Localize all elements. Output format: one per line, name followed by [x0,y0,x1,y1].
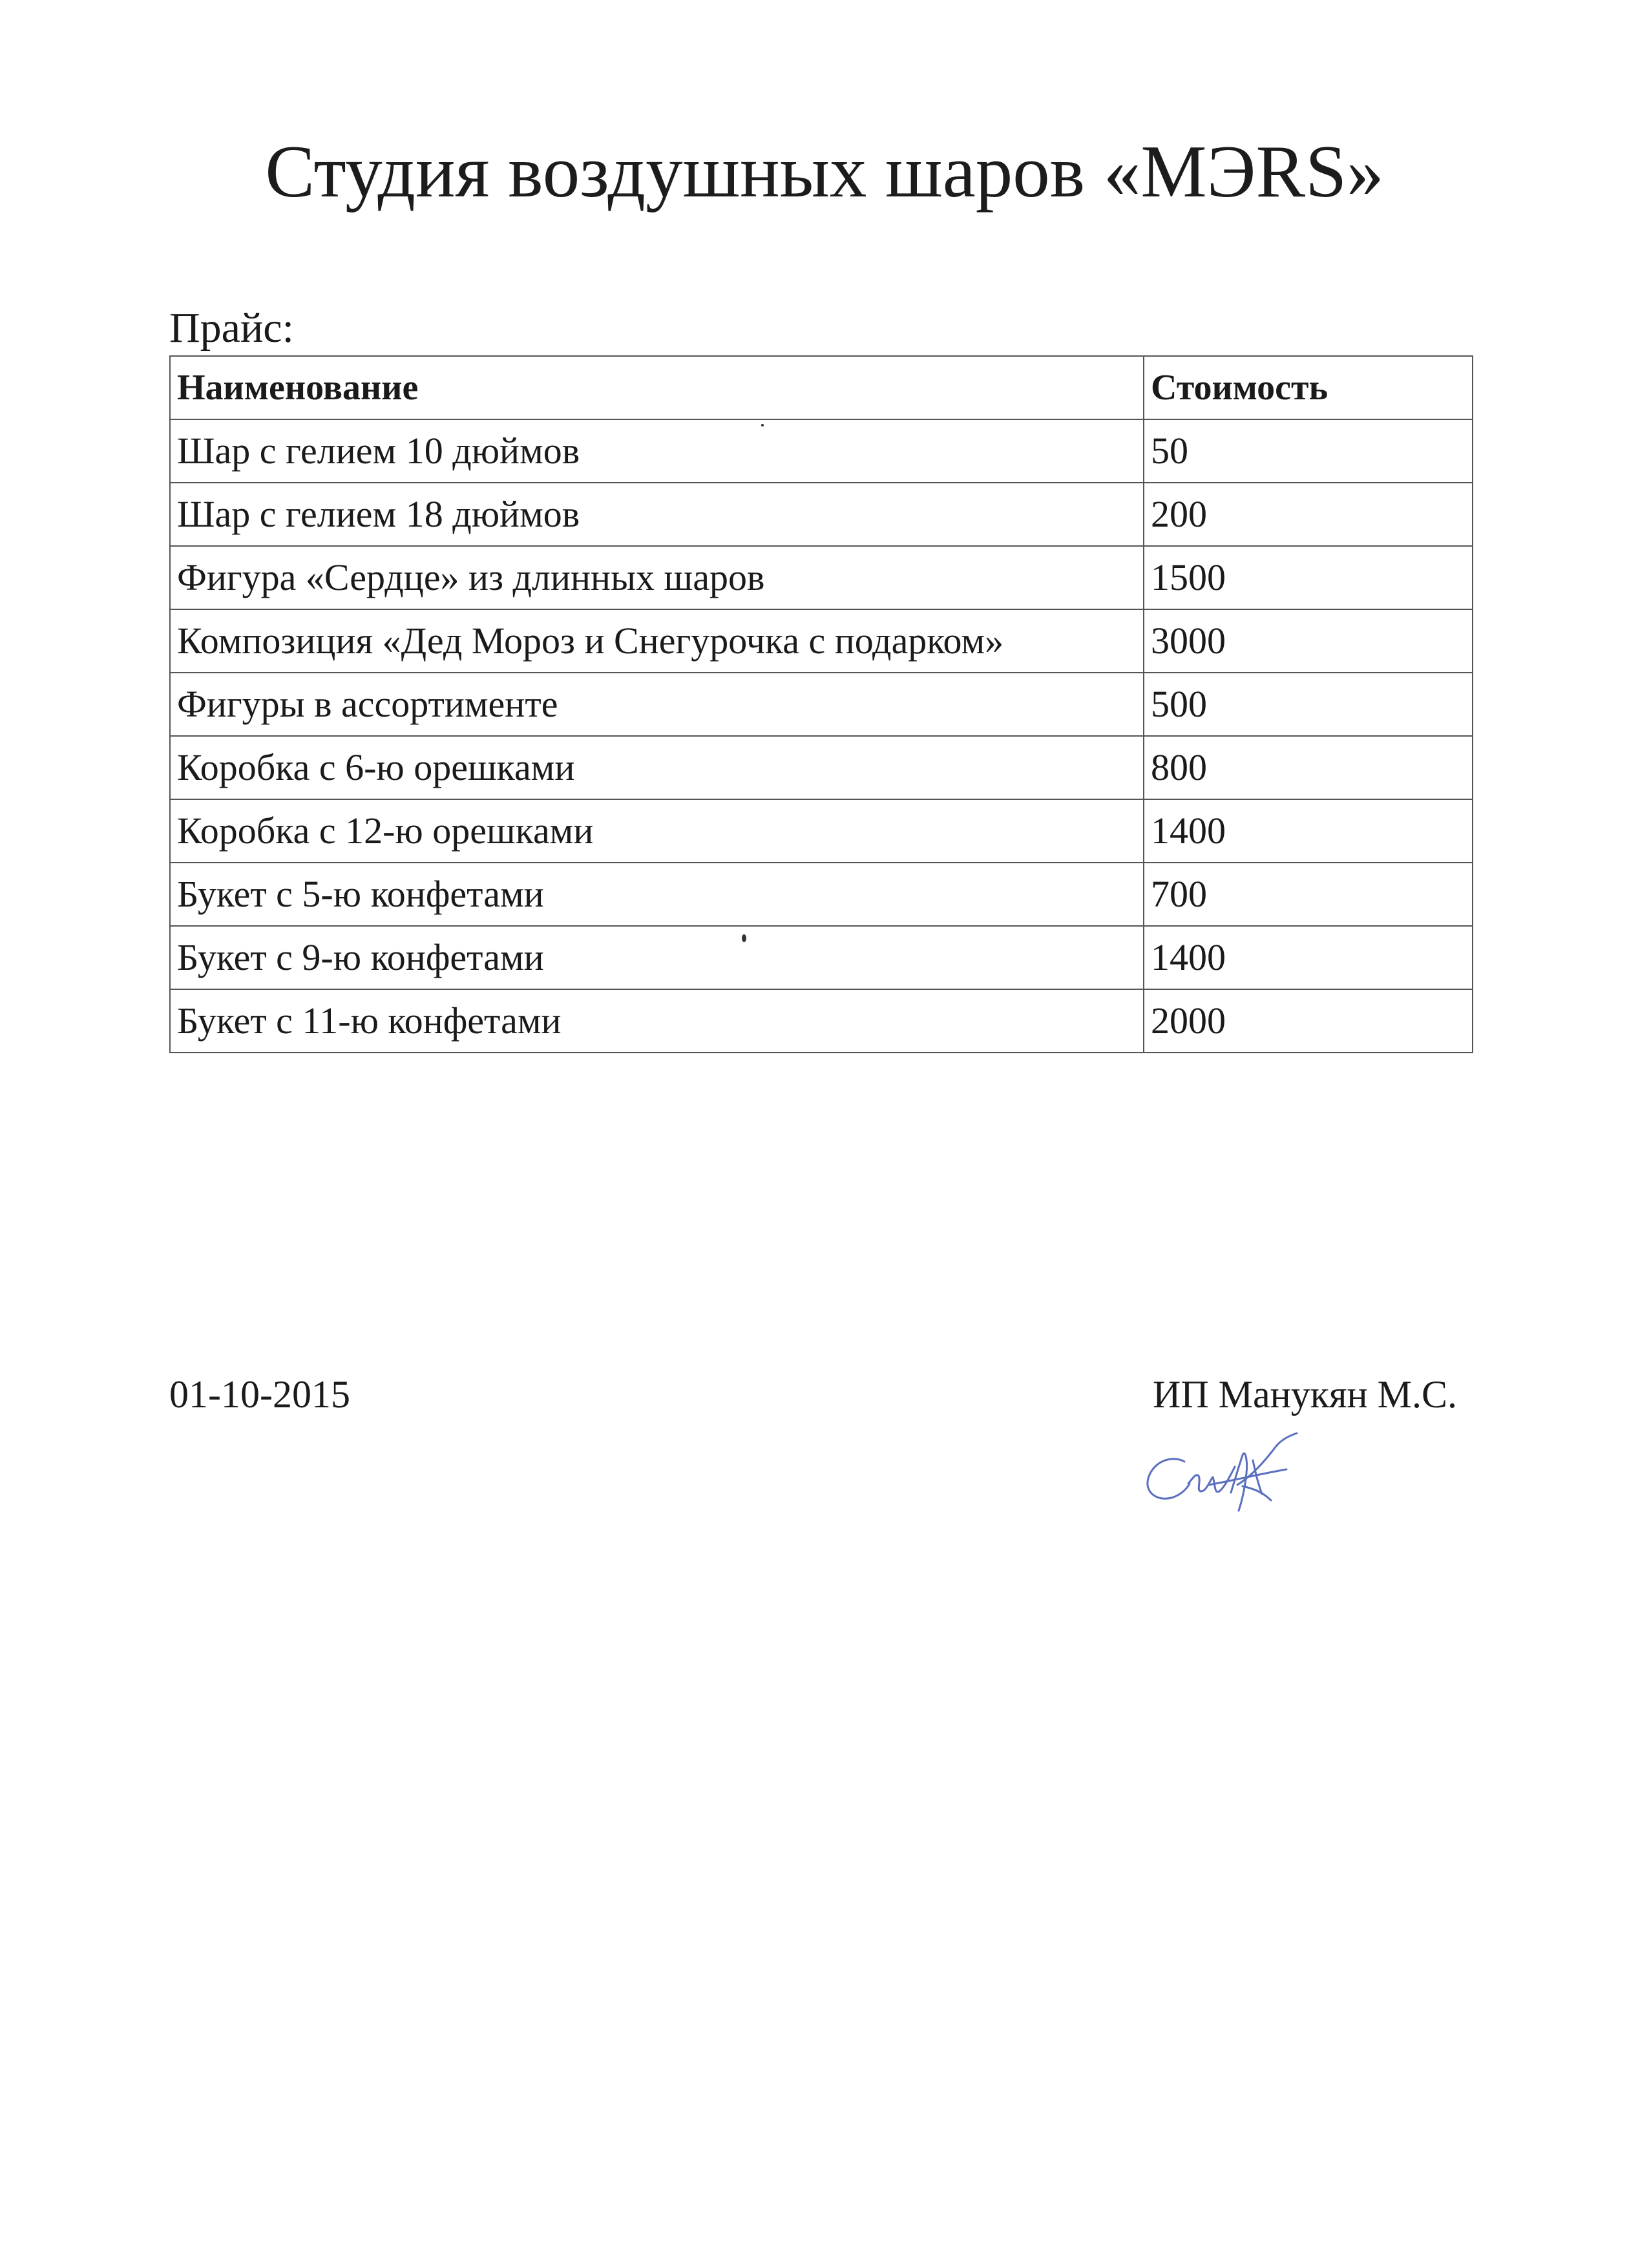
item-cost: 1500 [1144,546,1473,609]
handwritten-signature [1134,1422,1302,1525]
item-name: Букет с 11-ю конфетами [170,989,1144,1053]
item-cost: 700 [1144,863,1473,926]
item-cost: 2000 [1144,989,1473,1053]
table-row [170,419,1473,483]
signature-stroke [1231,1453,1247,1511]
table-row [170,989,1473,1053]
item-cost: 800 [1144,736,1473,799]
document-date: 01-10-2015 [169,1373,350,1416]
item-name: Букет с 9-ю конфетами [170,926,1144,989]
signature-stroke [1243,1486,1271,1500]
item-name: Фигура «Сердце» из длинных шаров [170,546,1144,609]
signature-stroke [1148,1459,1190,1498]
signature-stroke [1188,1467,1235,1492]
item-name: Шар с гелием 18 дюймов [170,483,1144,546]
item-name: Коробка с 6-ю орешками [170,736,1144,799]
item-cost: 200 [1144,483,1473,546]
price-table [169,355,1473,1053]
signature-stroke [1209,1469,1287,1485]
item-cost: 3000 [1144,609,1473,673]
signer-name: ИП Манукян М.С. [1153,1373,1457,1416]
table-row [170,546,1473,609]
item-cost: 1400 [1144,799,1473,863]
table-header-row [170,356,1473,419]
item-name: Фигуры в ассортименте [170,673,1144,736]
item-cost: 50 [1144,419,1473,483]
table-row [170,673,1473,736]
table-row [170,483,1473,546]
scan-speck [742,934,746,942]
item-cost: 1400 [1144,926,1473,989]
item-cost: 500 [1144,673,1473,736]
item-name: Шар с гелием 10 дюймов [170,419,1144,483]
price-label: Прайс: [169,304,294,352]
table-row [170,926,1473,989]
item-name: Коробка с 12-ю орешками [170,799,1144,863]
table-row [170,863,1473,926]
header-cost: Стоимость [1144,356,1473,419]
item-name: Композиция «Дед Мороз и Снегурочка с подарком» [170,609,1144,673]
document-title: Студия воздушных шаров «МЭRS» [265,131,1384,213]
scan-speck [761,424,764,426]
table-row [170,609,1473,673]
table-row [170,736,1473,799]
item-name: Букет с 5-ю конфетами [170,863,1144,926]
table-row [170,799,1473,863]
header-name: Наименование [170,356,1144,419]
